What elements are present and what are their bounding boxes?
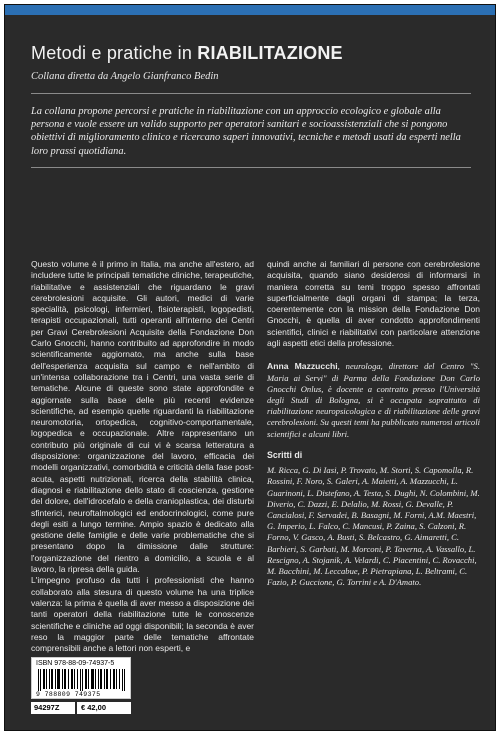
divider-middle: [31, 167, 471, 168]
top-accent-bar: [5, 5, 495, 15]
isbn-label: ISBN 978-88-09-74937-5: [36, 660, 115, 667]
barcode-digits: 9 788809 749375: [36, 691, 101, 698]
series-editor: Collana diretta da Angelo Gianfranco Bedin: [31, 71, 219, 82]
author-name: Anna Mazzucchi: [267, 361, 338, 372]
body-column-right: [267, 259, 480, 588]
series-title: [31, 43, 343, 64]
contributors-list: M. Ricca, G. Di Iasi, P. Trovato, M. Storti, S. Capomolla, R. Rossini, F. Noro, S. Galeri, A. Maietti, A. Mazzucchi, L. Guarinoni, L. Distefano, A. Testa, S. Dughi, N. Colombini, M. Diverio, C. Dazzi, E. Delalio, M. Rossi, G. Devalle, P. Cancialosi, F. Servadei, B. Basagni, M. Forni, A.M. Maestri, G. Imperio, L. Falco, C. Mancusi, P. Zaina, S. Calzoni, R. Forno, V. Gasco, A. Busti, S. Belcastro, G. Aimaretti, C. Barbieri, S. Garbati, M. Morconi, P. Taverna, A. Vassallo, L. Rescigno, A. Stojanik, A. Velardi, C. Piacentini, C. Rovacchi, M. Bacchini, M. Leccabue, P. Pietrapiana, L. Beltrami, C. Fazio, P. Guccione, G. Torrini e A. D'Amato.: [267, 465, 480, 588]
author-bio-text: , neurologa, direttore del Centro "S. Maria ai Servi" di Parma della Fondazione Don Carlo Gnocchi Onlus, è docente a contratto presso l'Università degli Studi di Bologna, si è occupata soprattutto di riabilitazione neuropsicologica e di riabilitazione delle gravi cerebrolesioni. Su questi temi ha pubblicato numerosi articoli scientifici e alcuni libri.: [267, 361, 480, 439]
body-paragraph-2: L'impegno profuso da tutti i professionisti che hanno collaborato alla stesura di questo volume ha una triplice valenza: la prima è quella di aver messo a disposizione dei tanti operatori della riabilitazione tutte le conoscenze scientifiche e cliniche ad oggi disponibili; la seconda è aver reso la maggior parte delle tematiche affrontate comprensibili anche a lettori non esperti, e: [31, 575, 254, 654]
barcode-box: [31, 657, 131, 699]
barcode-icon: [36, 669, 128, 691]
body-column-left: [31, 259, 254, 654]
series-description: La collana propone percorsi e pratiche in riabilitazione con un approccio ecologico e globale alla persona e vuole essere un valido supporto per operatori sanitari e socioassistenziali che si pongono obiettivi di miglioramento clinico e ricercano saperi innovativi, tecniche e metodi usati da esperti nella loro prassi quotidiana.: [31, 106, 461, 157]
contributors-heading: Scritti di: [267, 449, 303, 460]
body-paragraph-2-continued: quindi anche ai familiari di persone con cerebrolesione acquisita, quando siano desiderosi di informarsi in maniera corretta su temi troppo spesso affrontati superficialmente dagli organi di stampa; la terza, coerentemente con la mission della Fondazione Don Gnocchi, è quella di aver condotto approfondimenti scientifici, clinici e riabilitativi con particolare attenzione agli aspetti etici della professione.: [267, 259, 480, 349]
series-prefix: Metodi e pratiche in: [31, 43, 198, 63]
series-name: RIABILITAZIONE: [197, 43, 343, 63]
author-bio: [267, 361, 480, 439]
back-cover: [4, 4, 496, 731]
product-code: 94297Z: [31, 702, 75, 714]
body-paragraph-1: Questo volume è il primo in Italia, ma anche all'estero, ad includere tutte le principali tematiche cliniche, terapeutiche, riabilitative e assistenziali che riguardano le gravi cerebrolesioni acquisite. Gli autori, medici di varie specialità, psicologi, infermieri, fisioterapisti, logopedisti, terapisti occupazionali, tutti operanti all'interno dei Centri per Gravi Cerebrolesioni Acquisite della Fondazione Don Carlo Gnocchi, hanno contribuito ad approfondire in modo scientificamente aggiornato, ma anche sulla base dell'esperienza acquisita sul campo e nell'ambito di un'intensa collaborazione tra i Centri, una vasta serie di tematiche. Alcune di queste sono state approfondite e aggiornate sulla base delle più recenti evidenze scientifiche, ad esempio quelle riguardanti la riabilitazione neuromotoria, ortopedica, cognitivo-comportamentale, logopedica e occupazionale. Altre rappresentano un contributo più originale di cui vi è scarsa letteratura a disposizione: organizzazione del lavoro, efficacia dei modelli organizzativi, comorbidità e criticità della fase post-acuta, aspetti nutrizionali, ricerca della stabilità clinica, diagnosi e riabilitazione dello stato di coscienza, gestione del dolore, dell'idrocefalo e della cranioplastica, dei disturbi sfinterici, neuroftalmologici ed endocrinologici, come pure degli esiti a lungo termine. Ampio spazio è dedicato alla gestione delle famiglie e delle varie problematiche che si presentano dopo la dimissione dalle strutture: l'organizzazione del rientro a domicilio, a scuola e al lavoro, la ripresa della guida.: [31, 259, 254, 575]
divider-top: [31, 93, 471, 94]
price-label: € 42,00: [77, 702, 131, 714]
